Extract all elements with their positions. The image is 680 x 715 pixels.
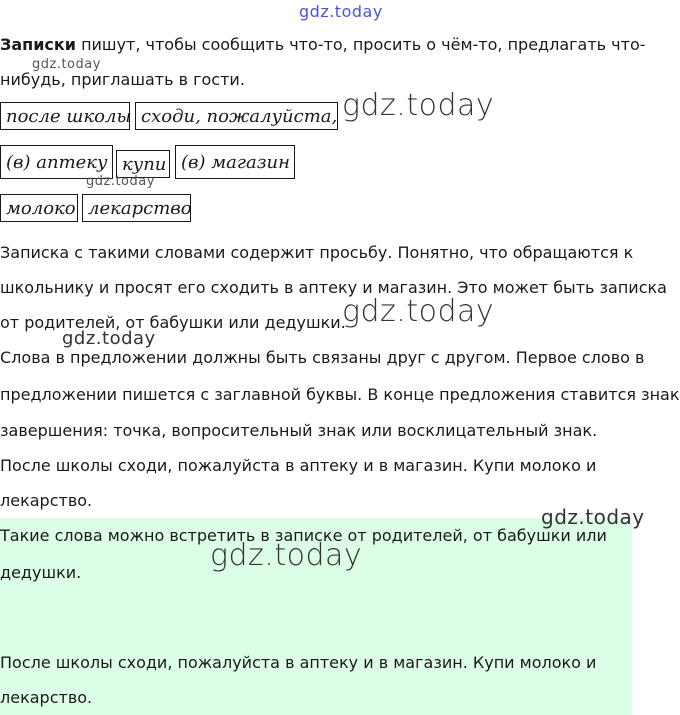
watermark-large: gdz.today <box>342 88 495 123</box>
explanation-line: Записка с такими словами содержит просьбу. Понятно, что обращаются к <box>0 243 634 262</box>
answer-line: лекарство. <box>0 688 93 707</box>
answer-line: Такие слова можно встретить в записке от родителей, от бабушки или <box>0 526 607 545</box>
word-card: после школы <box>0 102 130 130</box>
watermark-medium: gdz.today <box>62 328 156 349</box>
word-card: сходи, пожалуйста, <box>135 102 338 130</box>
watermark-large: gdz.today <box>342 294 495 329</box>
watermark-medium: gdz.today <box>541 505 645 529</box>
answer-line: После школы сходи, пожалуйста в аптеку и в магазин. Купи молоко и <box>0 653 597 672</box>
watermark-large: gdz.today <box>210 538 363 573</box>
word-card: (в) аптеку <box>0 145 113 179</box>
watermark-small: gdz.today <box>86 174 155 189</box>
explanation-line: от родителей, от бабушки или дедушки. <box>0 313 346 332</box>
answer-line: дедушки. <box>0 563 82 582</box>
intro-line-1-text: пишут, чтобы сообщить что-то, просить о чём-то, предлагать что- <box>75 35 646 54</box>
explanation-line: После школы сходи, пожалуйста в аптеку и в магазин. Купи молоко и <box>0 456 597 475</box>
word-card: (в) магазин <box>175 145 295 179</box>
explanation-line: завершения: точка, вопросительный знак или восклицательный знак. <box>0 421 598 440</box>
watermark-small: gdz.today <box>32 57 101 72</box>
intro-line-2: нибудь, приглашать в гости. <box>0 70 245 89</box>
explanation-line: предложении пишется с заглавной буквы. В конце предложения ставится знак <box>0 385 680 404</box>
word-card: молоко <box>0 194 78 222</box>
explanation-line: лекарство. <box>0 491 93 510</box>
intro-bold-word: Записки <box>0 35 76 54</box>
explanation-line: школьнику и просят его сходить в аптеку и магазин. Это может быть записка <box>0 278 667 297</box>
explanation-line: Слова в предложении должны быть связаны друг с другом. Первое слово в <box>0 348 645 367</box>
watermark-top: gdz.today <box>299 2 383 21</box>
word-card: купи <box>116 150 170 178</box>
word-card: лекарство <box>82 194 191 222</box>
